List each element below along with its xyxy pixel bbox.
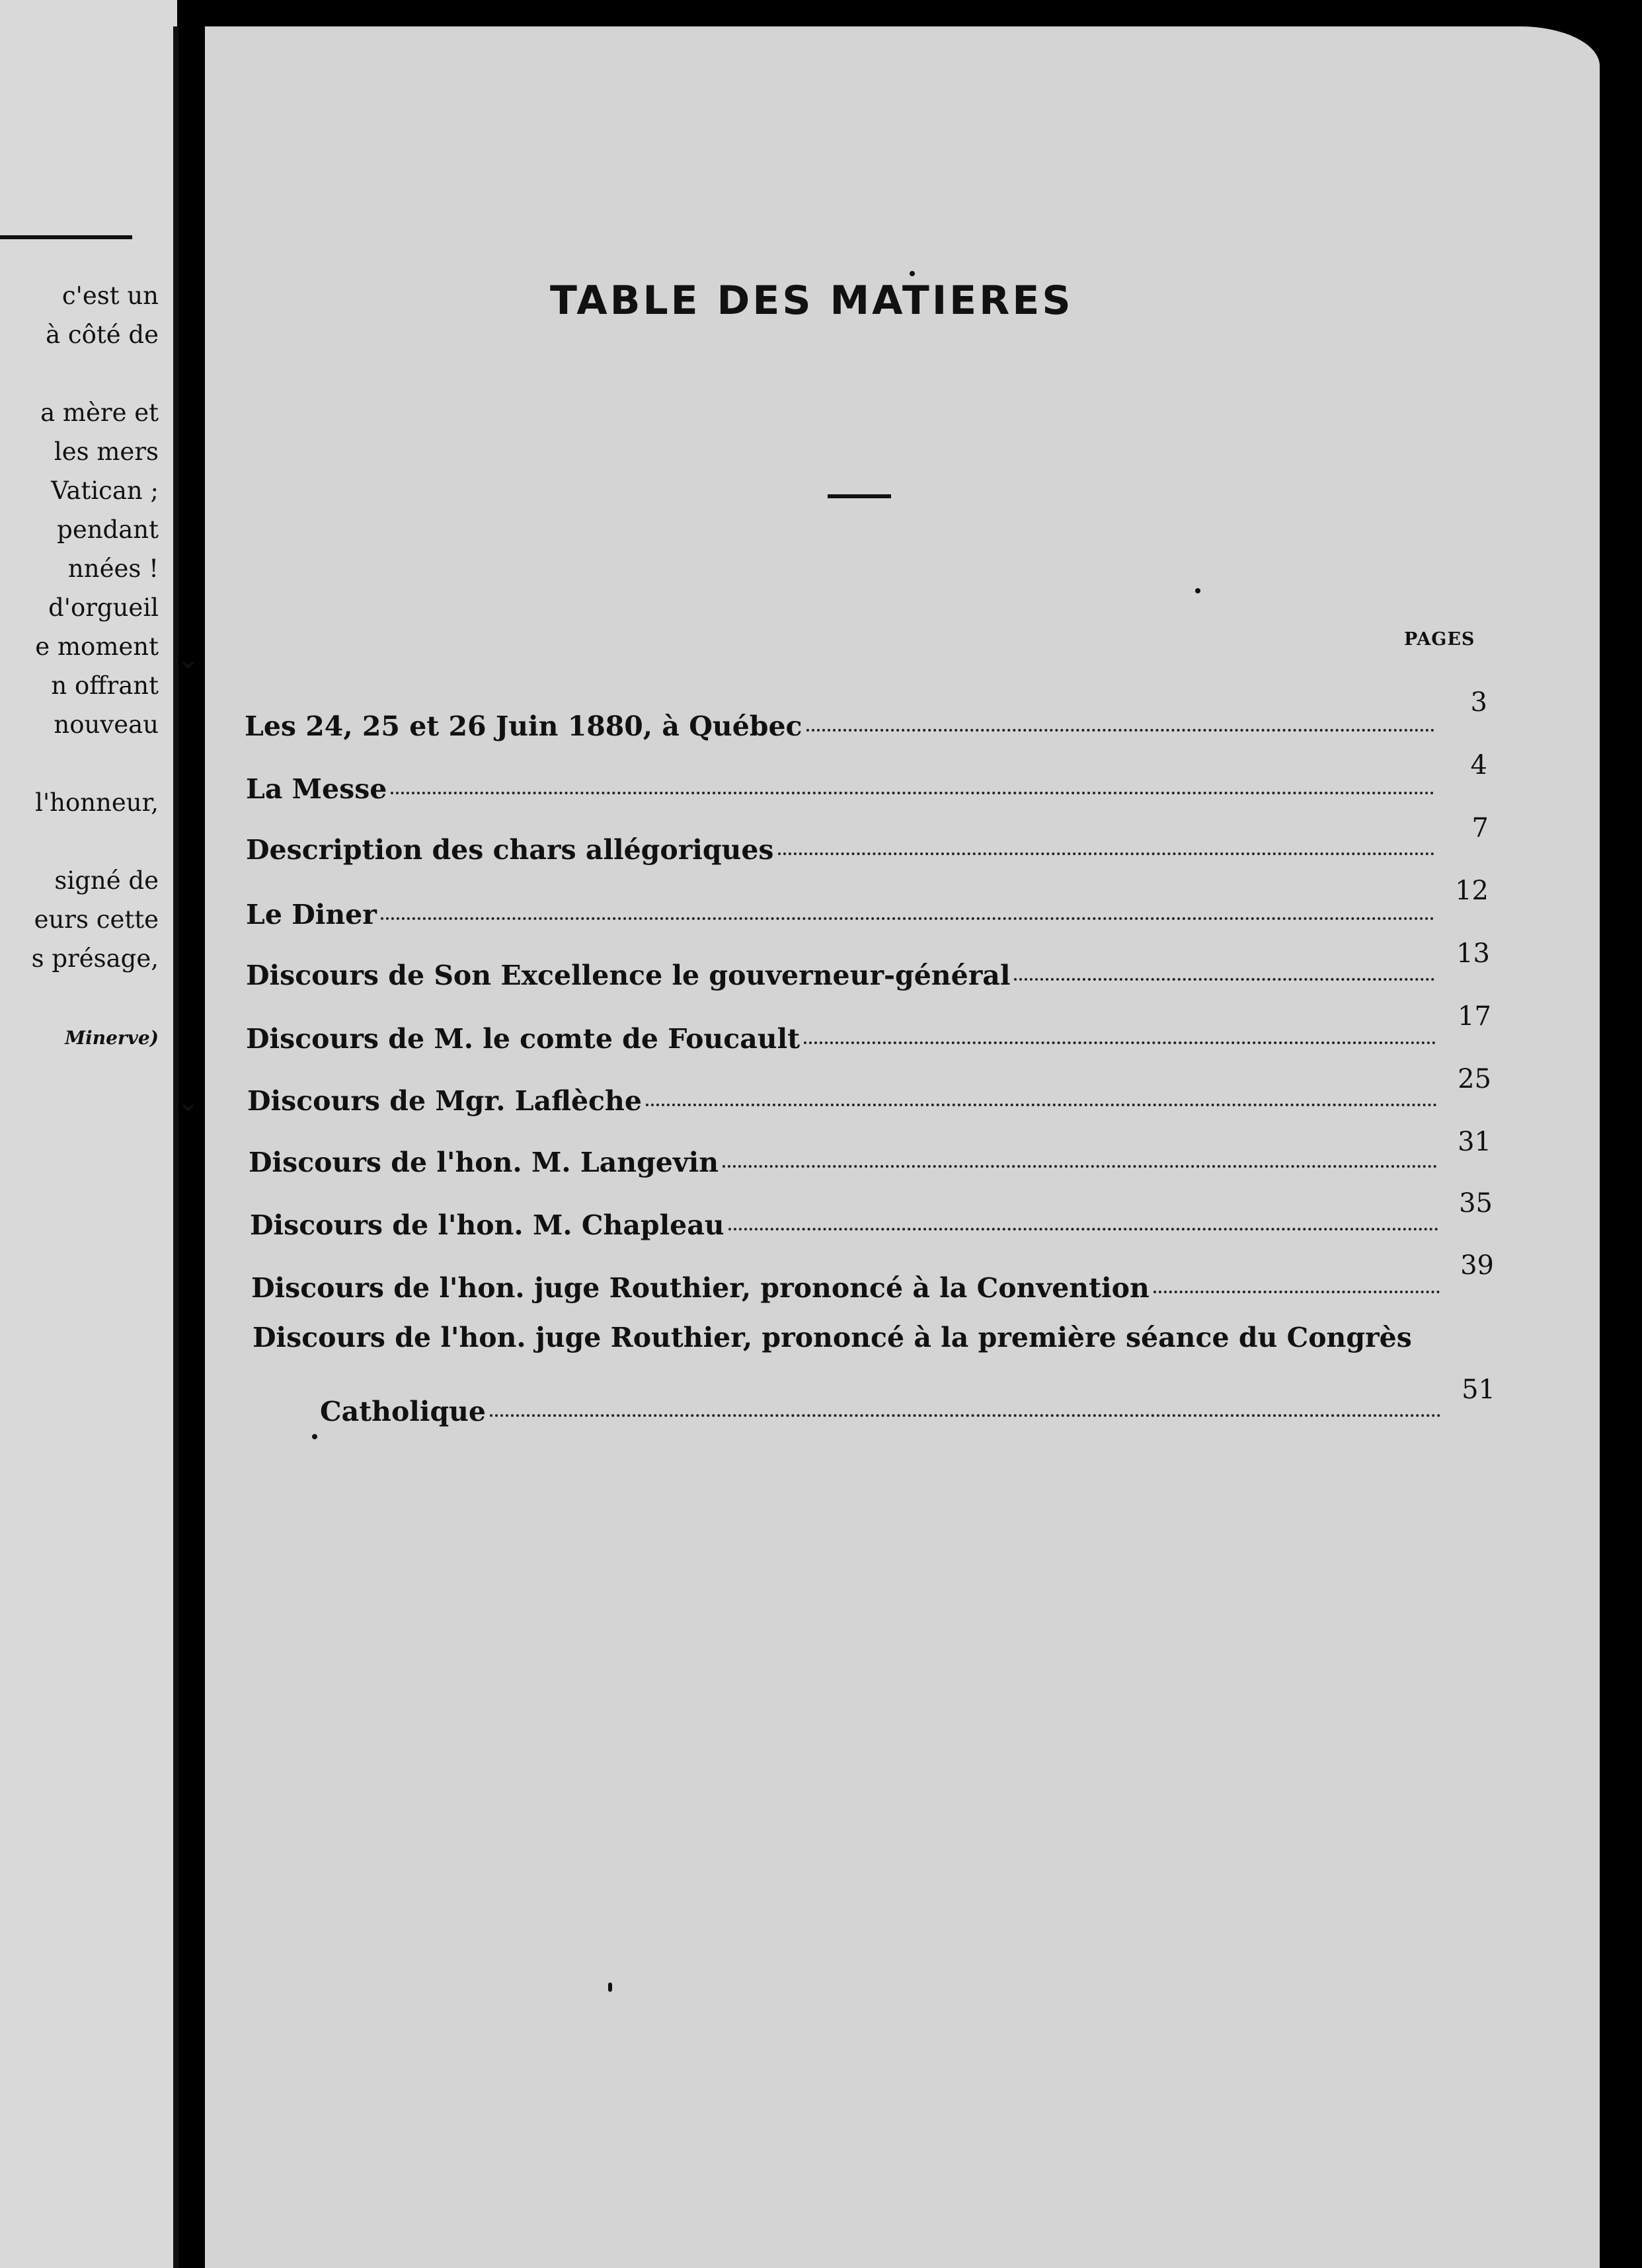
left-facing-page xyxy=(0,0,177,2268)
toc-entry-page: 13 xyxy=(1456,938,1490,969)
left-line: nnées ! xyxy=(67,554,159,583)
toc-entry-label: Discours de Son Excellence le gouverneur-général xyxy=(246,960,1011,991)
toc-entry-label-line1: Discours de l'hon. juge Routhier, prononcé à la première séance du Congrès xyxy=(253,1322,1412,1353)
toc-page xyxy=(205,26,1600,2268)
left-line: a mère et xyxy=(40,398,159,427)
binding-mark-icon: ⌄ xyxy=(177,644,200,675)
toc-entry-page: 31 xyxy=(1458,1127,1491,1157)
toc-entry-page: 25 xyxy=(1458,1064,1491,1094)
toc-entry-label: Description des chars allégoriques xyxy=(246,834,774,866)
page-title: TABLE DES MATIERES xyxy=(550,278,1074,324)
left-page-text xyxy=(0,276,159,1057)
toc-entry-page: 3 xyxy=(1470,687,1487,718)
toc-entry-page: 7 xyxy=(1471,813,1489,843)
left-line: nouveau xyxy=(54,710,159,739)
left-line: à côté de xyxy=(46,321,159,349)
toc-entry-label: Discours de M. le comte de Foucault xyxy=(246,1023,801,1055)
pages-column-header: PAGES xyxy=(1404,629,1475,650)
toc-entry-page: 17 xyxy=(1458,1001,1491,1032)
left-line: les mers xyxy=(54,437,159,466)
print-speck xyxy=(910,271,915,276)
left-line xyxy=(0,978,159,1017)
toc-entry-page: 51 xyxy=(1462,1375,1495,1405)
left-line xyxy=(0,744,159,783)
page-gutter-line xyxy=(173,26,178,2268)
title-rule xyxy=(828,494,891,498)
toc-entry-label: Les 24, 25 et 26 Juin 1880, à Québec xyxy=(245,710,802,742)
left-line: Vatican ; xyxy=(51,476,159,505)
toc-entry-label: Discours de l'hon. M. Langevin xyxy=(249,1147,719,1178)
toc-entry-page: 4 xyxy=(1470,750,1487,780)
left-line-citation: Minerve) xyxy=(65,1027,159,1049)
left-line: signé de xyxy=(54,866,159,895)
left-line xyxy=(0,822,159,861)
left-line: pendant xyxy=(57,515,159,544)
toc-entry-label: Discours de l'hon. juge Routhier, prononcé à la Convention xyxy=(251,1272,1150,1304)
toc-entry-label: La Messe xyxy=(246,773,387,805)
binding-mark-icon: ⌄ xyxy=(177,1087,200,1117)
left-page-rule xyxy=(0,235,132,239)
toc-entry-label: Le Diner xyxy=(246,899,377,930)
left-line: e moment xyxy=(35,632,159,661)
left-line: l'honneur, xyxy=(35,788,159,817)
toc-entry-page: 35 xyxy=(1459,1188,1493,1219)
toc-entry-label: Discours de l'hon. M. Chapleau xyxy=(250,1209,724,1241)
left-line xyxy=(0,354,159,393)
left-line: c'est un xyxy=(61,282,159,310)
print-speck xyxy=(312,1434,317,1439)
print-speck xyxy=(1195,588,1200,593)
left-line: s présage, xyxy=(31,944,159,973)
toc-entry-label: Catholique xyxy=(320,1396,487,1427)
toc-entry-page: 39 xyxy=(1460,1250,1494,1281)
toc-entry-label: Discours de Mgr. Laflèche xyxy=(247,1085,642,1117)
left-line: d'orgueil xyxy=(48,593,159,622)
toc-entry-page: 12 xyxy=(1455,876,1489,906)
left-line: eurs cette xyxy=(34,905,159,934)
left-line: n offrant xyxy=(51,671,159,700)
print-speck xyxy=(608,1983,612,1992)
